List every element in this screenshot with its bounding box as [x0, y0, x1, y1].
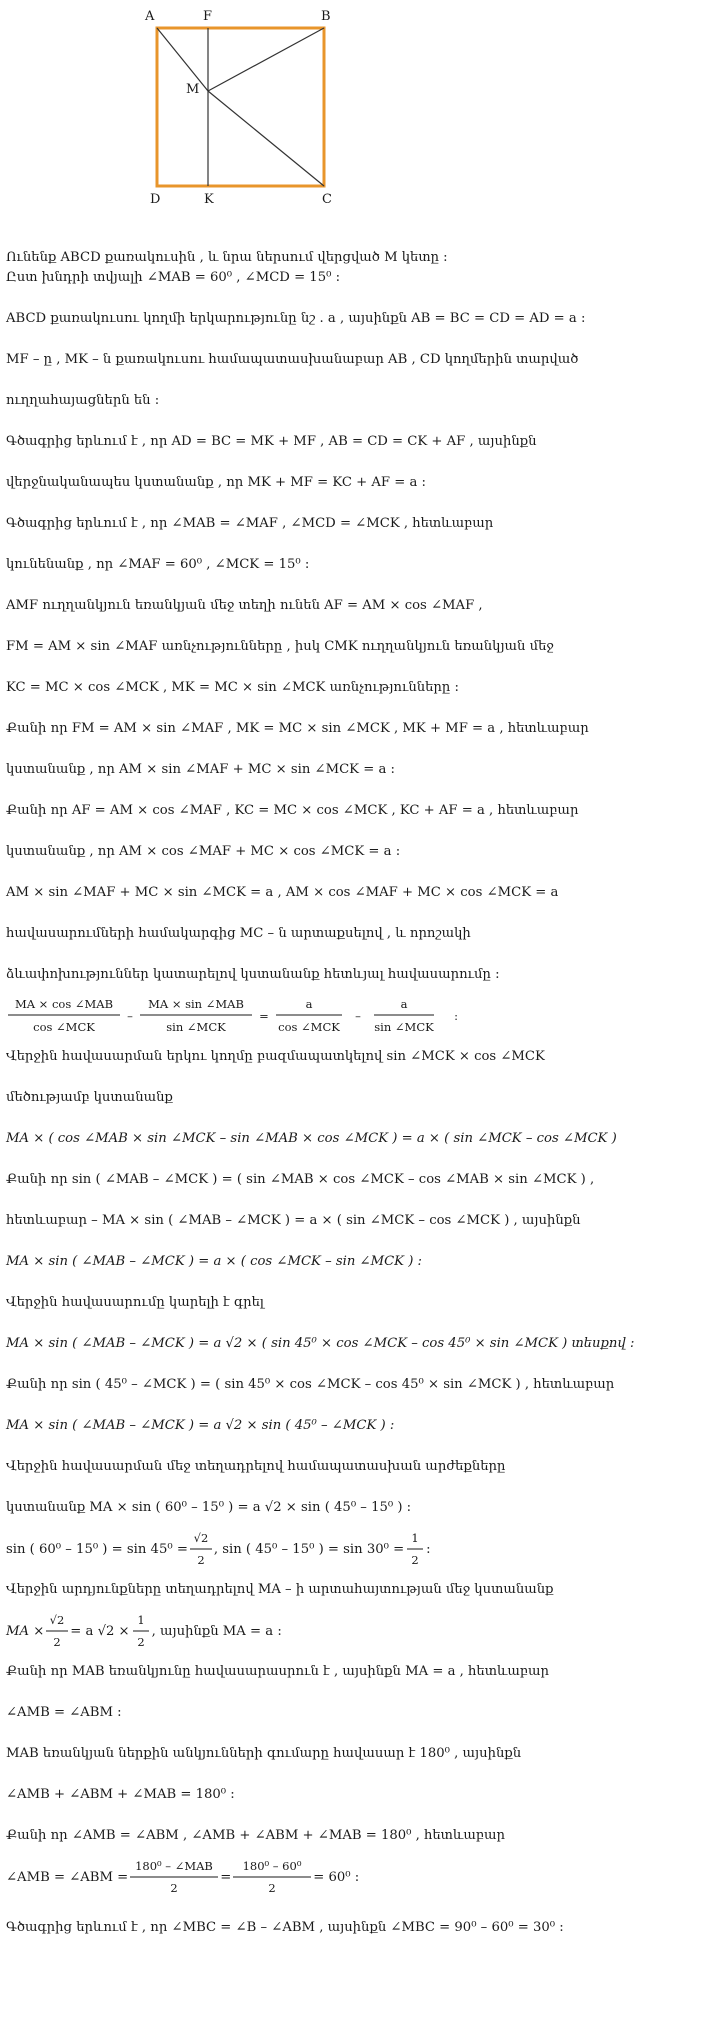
geometry-figure: [0, 0, 701, 248]
label-c: C: [322, 192, 332, 207]
text-line: Վերջին հավասարման մեջ տեղադրելով համապատասխան արժեքները: [6, 1459, 506, 1474]
text-line: Քանի որ MAB եռանկյունը հավասարասրուն է , այսինքն MA = a , հետևաբար: [6, 1664, 550, 1679]
segment-mc: [208, 91, 324, 186]
text-line: հետևաբար – MA × sin ( ∠MAB – ∠MCK ) = a × ( sin ∠MCK – cos ∠MCK ) , այսինքն: [6, 1213, 581, 1228]
fraction-1-over-2: [130, 1609, 152, 1653]
text-line: հավասարումների համակարգից MC – ն արտաքսելով , և որոշակի: [6, 926, 471, 941]
text-line: կստանանք , որ AM × cos ∠MAF + MC × cos ∠MCK = a :: [6, 844, 401, 859]
text-line: Վերջին արդյունքները տեղադրելով MA – ի արտահայտության մեջ կստանանք: [6, 1582, 554, 1597]
text-line: ձևափոխություններ կատարելով կստանանք հետևյալ հավասարումը :: [6, 967, 500, 982]
text-line: կստանանք , որ AM × sin ∠MAF + MC × sin ∠MCK = a :: [6, 762, 395, 777]
text-line: ∠AMB = ∠ABM :: [6, 1705, 122, 1720]
text-line: MAB եռանկյան ներքին անկյունների գումարը հավասար է 180⁰ , այսինքն: [6, 1746, 522, 1761]
label-b: B: [321, 9, 331, 24]
text-line: MA × sin ( ∠MAB – ∠MCK ) = a × ( cos ∠MCK – sin ∠MCK ) :: [6, 1254, 423, 1269]
solution-text: [6, 248, 696, 1938]
frac-denominator: 2: [136, 1635, 145, 1649]
text-line: ∠AMB + ∠ABM + ∠MAB = 180⁰ :: [6, 1787, 235, 1802]
label-d: D: [150, 192, 161, 207]
equals-sign: =: [259, 1009, 269, 1023]
frac-denominator: 2: [197, 1553, 205, 1567]
text-line: Քանի որ AF = AM × cos ∠MAF , KC = MC × cos ∠MCK , KC + AF = a , հետևաբար: [6, 803, 579, 818]
square-abcd: [157, 28, 324, 186]
segment-mb: [208, 28, 324, 91]
label-a: A: [145, 9, 155, 24]
text-line: Քանի որ FM = AM × sin ∠MAF , MK = MC × sin ∠MCK , MK + MF = a , հետևաբար: [6, 721, 589, 736]
text-line: վերջնականապես կստանանք , որ MK + MF = KC + AF = a :: [6, 475, 426, 490]
text-line: Գծագրից երևում է , որ AD = BC = MK + MF , AB = CD = CK + AF , այսինքն: [6, 434, 537, 449]
fraction-sqrt2-over-2: [44, 1609, 70, 1653]
text-line: Քանի որ sin ( ∠MAB – ∠MCK ) = ( sin ∠MAB × cos ∠MCK – cos ∠MAB × sin ∠MCK ) ,: [6, 1172, 595, 1187]
frac1-numerator: MA × cos ∠MAB: [14, 997, 114, 1011]
text-line: Վերջին հավասարումը կարելի է գրել: [6, 1295, 264, 1310]
frac1-denominator: cos ∠MCK: [33, 1020, 95, 1034]
text-line: MA × ( cos ∠MAB × sin ∠MCK – sin ∠MAB × cos ∠MCK ) = a × ( sin ∠MCK – cos ∠MCK ): [6, 1131, 617, 1146]
frac3-denominator: cos ∠MCK: [278, 1020, 340, 1034]
text-line: MA × sin ( ∠MAB – ∠MCK ) = a √2 × ( sin 45⁰ × cos ∠MCK – cos 45⁰ × sin ∠MCK ) տեսքով :: [6, 1336, 635, 1351]
frac-denominator: 2: [411, 1553, 419, 1567]
text-line: KC = MC × cos ∠MCK , MK = MC × sin ∠MCK առնչությունները :: [6, 680, 459, 695]
eq4-left: ∠AMB = ∠ABM =: [6, 1869, 129, 1885]
minus-sign: –: [127, 1009, 133, 1023]
equation-fraction-1: [6, 985, 696, 1047]
text-line: Քանի որ sin ( 45⁰ – ∠MCK ) = ( sin 45⁰ × cos ∠MCK – cos 45⁰ × sin ∠MCK ) , հետևաբար: [6, 1377, 615, 1392]
text-line: AM × sin ∠MAF + MC × sin ∠MCK = a , AM × cos ∠MAF + MC × cos ∠MCK = a: [6, 885, 559, 900]
equation-fraction-4: [6, 1846, 696, 1908]
eq4-end: = 60⁰ :: [313, 1869, 360, 1885]
eq3-end: , այսինքն MA = a :: [151, 1623, 282, 1639]
text-line: կստանանք MA × sin ( 60⁰ – 15⁰ ) = a √2 × sin ( 45⁰ – 15⁰ ) :: [6, 1500, 412, 1515]
eq3-left: MA ×: [6, 1623, 45, 1639]
eq3-middle: = a √2 ×: [70, 1623, 130, 1639]
frac2-denominator: sin ∠MCK: [166, 1020, 226, 1034]
fraction-180-minus-mab: [128, 1855, 220, 1899]
fraction-equation-svg: [6, 991, 466, 1041]
minus-sign: –: [355, 1009, 361, 1023]
frac4-numerator: a: [400, 997, 408, 1011]
text-line: ABCD քառակուսու կողմի երկարությունը նշ . a , այսինքն AB = BC = CD = AD = a :: [6, 311, 586, 326]
text-line: կունենանք , որ ∠MAF = 60⁰ , ∠MCK = 15⁰ :: [6, 557, 310, 572]
eq2-middle: , sin ( 45⁰ – 15⁰ ) = sin 30⁰ =: [213, 1541, 405, 1557]
label-k: K: [204, 192, 214, 207]
frac-denominator: 2: [53, 1635, 61, 1649]
frac3-numerator: a: [305, 997, 313, 1011]
frac2-numerator: MA × sin ∠MAB: [148, 997, 244, 1011]
frac-numerator: 1: [136, 1613, 145, 1627]
eq2-end: :: [426, 1541, 431, 1557]
text-line: FM = AM × sin ∠MAF առնչությունները , իսկ CMK ուղղանկյուն եռանկյան մեջ: [6, 639, 554, 654]
fraction-1-over-2: [404, 1527, 426, 1571]
text-line: Ըստ խնդրի տվյալի ∠MAB = 60⁰ , ∠MCD = 15⁰ :: [6, 270, 341, 285]
frac4-denominator: sin ∠MCK: [374, 1020, 434, 1034]
colon: :: [454, 1009, 458, 1023]
equation-fraction-2: [6, 1518, 696, 1580]
text-line: AMF ուղղանկյուն եռանկյան մեջ տեղի ունեն AF = AM × cos ∠MAF ,: [6, 598, 483, 613]
text-line: ուղղահայացներն են :: [6, 393, 160, 408]
text-line: մեծությամբ կստանանք: [6, 1090, 173, 1105]
fraction-180-minus-60: [231, 1855, 313, 1899]
square-lines: [157, 28, 324, 186]
frac-denominator: 2: [170, 1881, 178, 1895]
segment-am: [157, 28, 208, 91]
frac-numerator: 180⁰ – 60⁰: [242, 1859, 302, 1873]
text-line: MF – ը , MK – ն քառակուսու համապատասխանաբար AB , CD կողմերին տարված: [6, 352, 579, 367]
label-m: M: [186, 82, 200, 97]
frac-numerator: √2: [49, 1613, 65, 1627]
frac-numerator: √2: [193, 1531, 209, 1545]
text-line: Վերջին հավասարման երկու կողմը բազմապատկելով sin ∠MCK × cos ∠MCK: [6, 1049, 545, 1064]
text-line: Ունենք ABCD քառակուսին , և նրա ներսում վերցված M կետը :: [6, 250, 448, 265]
text-line: Քանի որ ∠AMB = ∠ABM , ∠AMB + ∠ABM + ∠MAB = 180⁰ , հետևաբար: [6, 1828, 505, 1843]
label-f: F: [203, 9, 213, 24]
eq2-left: sin ( 60⁰ – 15⁰ ) = sin 45⁰ =: [6, 1541, 188, 1557]
text-line: MA × sin ( ∠MAB – ∠MCK ) = a √2 × sin ( 45⁰ – ∠MCK ) :: [6, 1418, 395, 1433]
eq4-middle: =: [220, 1869, 232, 1885]
text-line: Գծագրից երևում է , որ ∠MBC = ∠B – ∠ABM , այսինքն ∠MBC = 90⁰ – 60⁰ = 30⁰ :: [6, 1920, 564, 1935]
frac-numerator: 1: [411, 1531, 419, 1545]
frac-denominator: 2: [268, 1881, 276, 1895]
text-line: Գծագրից երևում է , որ ∠MAB = ∠MAF , ∠MCD = ∠MCK , հետևաբար: [6, 516, 494, 531]
frac-numerator: 180⁰ – ∠MAB: [135, 1859, 214, 1873]
fraction-sqrt2-over-2: [188, 1527, 214, 1571]
equation-fraction-3: [6, 1600, 696, 1662]
